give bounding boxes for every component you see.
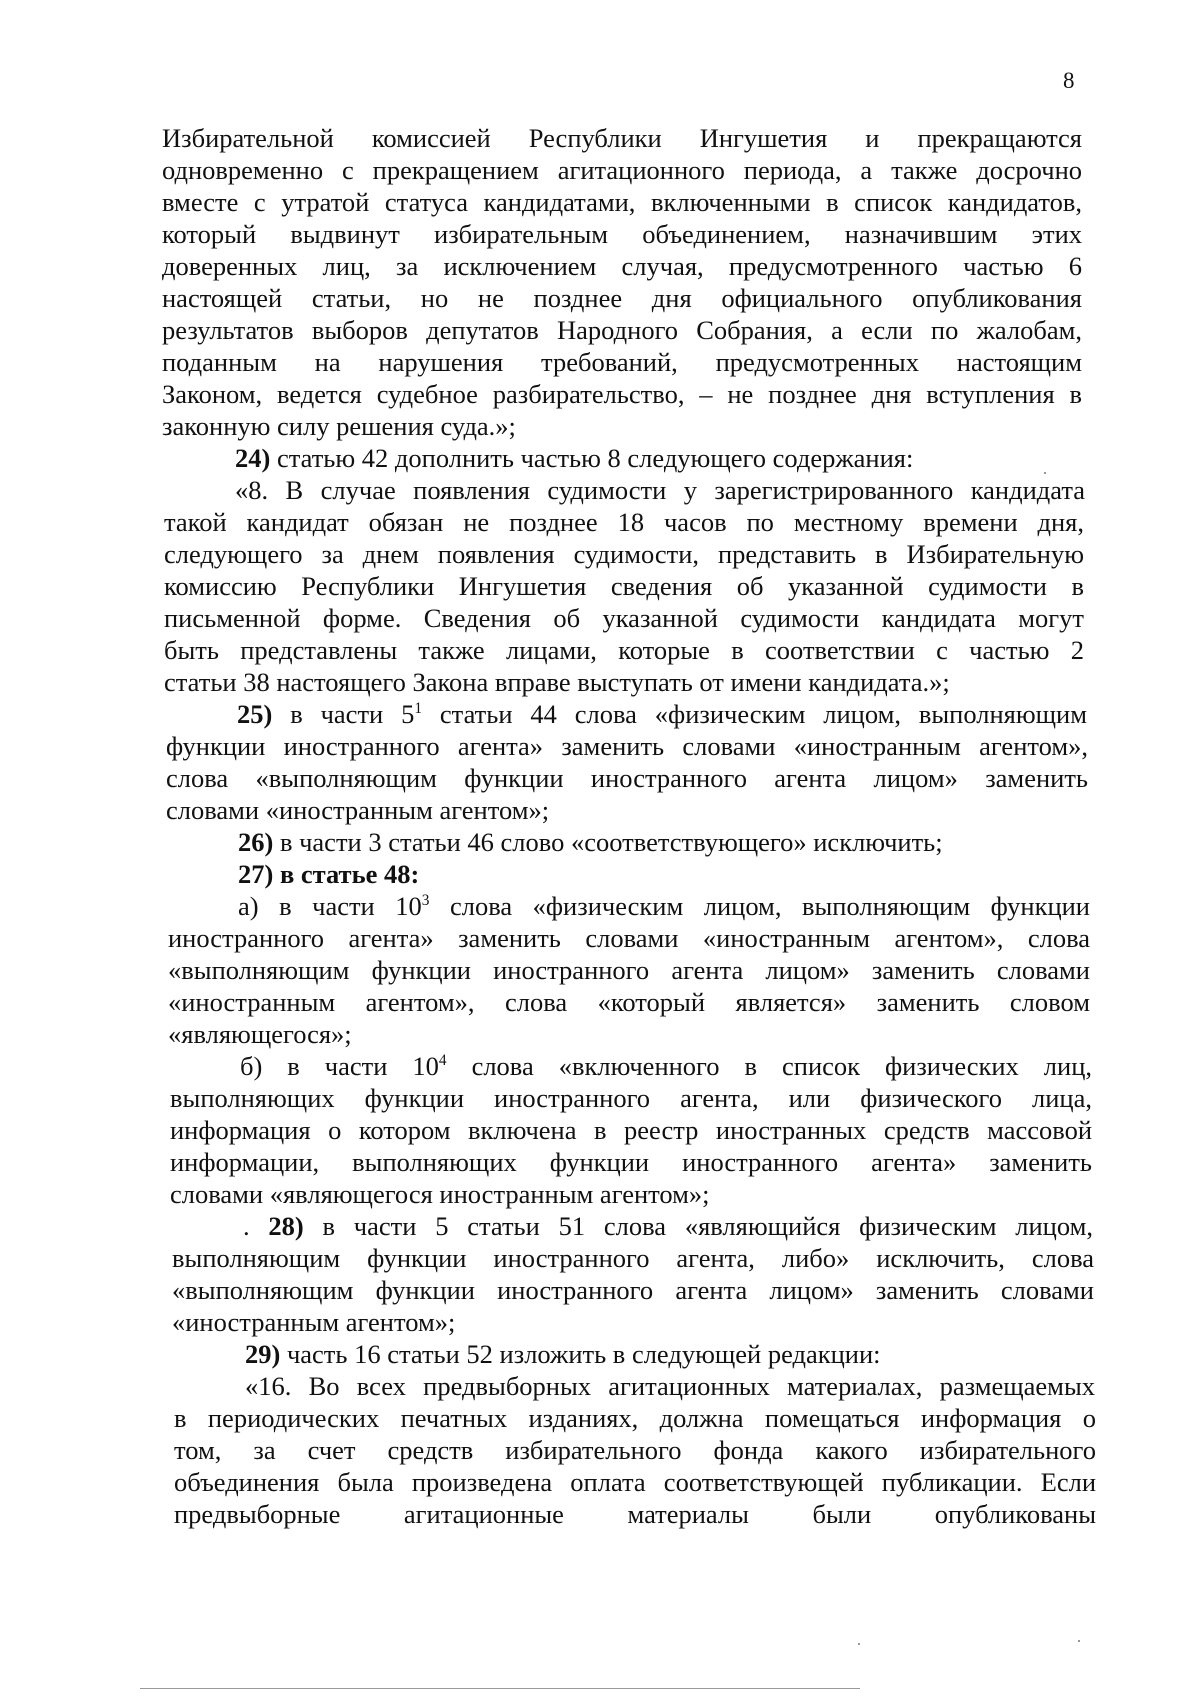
text-line: статьи 38 настоящего Закона вправе выступать от имени кандидата.»; xyxy=(164,667,950,697)
superscript: 3 xyxy=(421,892,430,910)
page-number: 8 xyxy=(1063,68,1075,93)
text-line: «8. В случае появления судимости у зарегистрированного кандидата xyxy=(235,475,1085,505)
item-number: 29) xyxy=(245,1339,281,1369)
list-item-27 xyxy=(238,858,638,890)
text-line: информации, выполняющих функции иностранного агента» заменить xyxy=(170,1147,1092,1177)
list-item-29 xyxy=(245,1338,1045,1370)
item-text: в части 5 статьи 51 слова «являющийся физическим лицом, xyxy=(322,1211,1093,1241)
item-text: в части 5 xyxy=(290,699,415,729)
item-number: 28) xyxy=(268,1211,304,1241)
text-line: письменной форме. Сведения об указанной судимости кандидата могут xyxy=(164,603,1084,633)
item-text: в статье 48: xyxy=(279,859,420,889)
item-text: часть 16 статьи 52 изложить в следующей редакции: xyxy=(286,1339,881,1369)
scan-speck xyxy=(858,1643,860,1645)
text-line: Законом, ведется судебное разбирательство, – не позднее дня вступления в xyxy=(162,379,1082,409)
text-line: иностранного агента» заменить словами «иностранным агентом», слова xyxy=(168,923,1090,953)
sub-item-a xyxy=(238,890,1090,922)
scan-edge-line xyxy=(140,1688,860,1689)
stray-mark: . xyxy=(243,1211,250,1241)
text-line: законную силу решения суда.»; xyxy=(162,411,516,441)
list-item-25 xyxy=(237,698,1087,730)
text-line: такой кандидат обязан не позднее 18 часов по местному времени дня, xyxy=(164,507,1084,537)
text-line: словами «являющегося иностранным агентом»; xyxy=(170,1179,710,1209)
text-line: слова «выполняющим функции иностранного агента лицом» заменить xyxy=(166,763,1088,793)
text-line: предвыборные агитационные материалы были опубликованы xyxy=(174,1499,1096,1529)
text-line: «иностранным агентом»; xyxy=(172,1307,456,1337)
text-line: «выполняющим функции иностранного агента лицом» заменить словами xyxy=(172,1275,1094,1305)
text-line: словами «иностранным агентом»; xyxy=(166,795,550,825)
item-text-tail: статьи 44 слова «физическим лицом, выполняющим xyxy=(439,699,1087,729)
item-text: б) в части 10 xyxy=(240,1051,439,1081)
text-line: поданным на нарушения требований, предусмотренных настоящим xyxy=(162,347,1082,377)
text-line: доверенных лиц, за исключением случая, предусмотренного частью 6 xyxy=(162,251,1082,281)
text-line: выполняющих функции иностранного агента, или физического лица, xyxy=(170,1083,1092,1113)
text-line: объединения была произведена оплата соответствующей публикации. Если xyxy=(174,1467,1096,1497)
item-text: а) в части 10 xyxy=(238,891,422,921)
text-line: результатов выборов депутатов Народного Собрания, а если по жалобам, xyxy=(162,315,1082,345)
text-line: «16. Во всех предвыборных агитационных материалах, размещаемых xyxy=(245,1371,1095,1401)
text-line: выполняющим функции иностранного агента, либо» исключить, слова xyxy=(172,1243,1094,1273)
superscript: 4 xyxy=(438,1052,447,1070)
item-text: в части 3 статьи 46 слово «соответствующего» исключить; xyxy=(279,827,943,857)
text-line: том, за счет средств избирательного фонда какого избирательного xyxy=(174,1435,1096,1465)
text-line: «выполняющим функции иностранного агента лицом» заменить словами xyxy=(168,955,1090,985)
text-line: «иностранным агентом», слова «который является» заменить словом xyxy=(168,987,1090,1017)
list-item-24 xyxy=(235,442,1035,474)
superscript: 1 xyxy=(414,700,423,718)
text-line: в периодических печатных изданиях, должна помещаться информация о xyxy=(174,1403,1096,1433)
item-number: 24) xyxy=(235,443,271,473)
text-line: «являющегося»; xyxy=(168,1019,352,1049)
text-line: настоящей статьи, но не позднее дня официального опубликования xyxy=(162,283,1082,313)
item-number: 25) xyxy=(237,699,273,729)
scan-speck xyxy=(1044,472,1046,474)
document-body xyxy=(0,122,1200,1530)
list-item-26 xyxy=(238,826,1038,858)
text-line: который выдвинут избирательным объединением, назначившим этих xyxy=(162,219,1082,249)
text-line: быть представлены также лицами, которые в соответствии с частью 2 xyxy=(164,635,1084,665)
item-text-tail: слова «включенного в список физических лиц, xyxy=(471,1051,1093,1081)
text-line: информация о котором включена в реестр иностранных средств массовой xyxy=(170,1115,1092,1145)
text-line: комиссию Республики Ингушетия сведения об указанной судимости в xyxy=(164,571,1084,601)
sub-item-b xyxy=(240,1050,1092,1082)
item-text: статью 42 дополнить частью 8 следующего содержания: xyxy=(276,443,914,473)
text-line: функции иностранного агента» заменить словами «иностранным агентом», xyxy=(166,731,1088,761)
item-number: 26) xyxy=(238,827,274,857)
text-line: одновременно с прекращением агитационного периода, а также досрочно xyxy=(162,155,1082,185)
scan-speck xyxy=(1078,1640,1080,1642)
text-line: Избирательной комиссией Республики Ингушетия и прекращаются xyxy=(162,123,1082,153)
text-line: следующего за днем появления судимости, представить в Избирательную xyxy=(164,539,1084,569)
list-item-28 xyxy=(243,1210,1093,1242)
item-number: 27) xyxy=(238,859,274,889)
item-text-tail: слова «физическим лицом, выполняющим функции xyxy=(449,891,1090,921)
text-line: вместе с утратой статуса кандидатами, включенными в список кандидатов, xyxy=(162,187,1082,217)
